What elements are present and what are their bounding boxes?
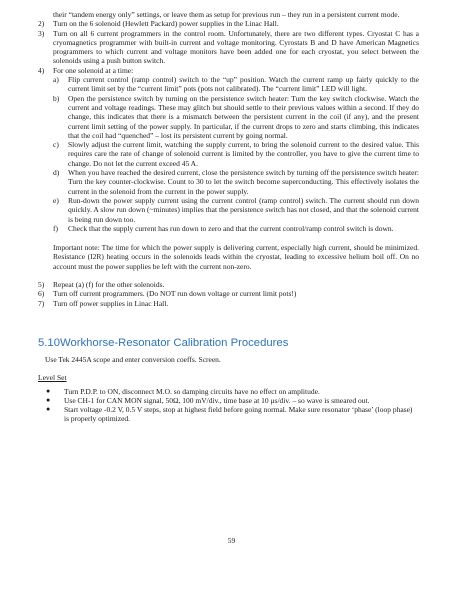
step-3: 3) Turn on all 6 current programmers in the control room. Unfortunately, there are two different types. Cryostat C has a cryomagnetics programmer with built-in current and voltage monitoring. Cyrostats B and D have American Magnetics programmers to which current and voltage monitors have been added one for each cryostat, you select between the solenoids using a push button switch. — [38, 28, 419, 66]
bullet-icon: ● — [46, 405, 51, 414]
substep-c: c) Slowly adjust the current limit, watching the supply current, to bring the solenoid current to the desired value. This requires care the rate of change of solenoid current is limited by the controller, you have to give the current time to change. Do not let the current exceed 45 A. — [53, 140, 419, 168]
step-6: 6) Turn off current programmers. (Do NOT run down voltage or current limit pots!) — [38, 289, 297, 299]
use-scope-line: Use Tek 2445A scope and enter conversion coeffs. Screen. — [45, 354, 221, 364]
section-title: Workhorse-Resonator Calibration Procedures — [60, 336, 289, 349]
important-note: Important note: The time for which the power supply is delivering current, especially high current, should be minimized. Resistance (I2R) heating occurs in the solenoids leads within the cryostat, leading to excessive helium boil off. On no account must the power supplies be left with the current non-zero. — [53, 243, 419, 271]
bullet-icon: ● — [46, 395, 51, 404]
step-4: 4) For one solenoid at a time: — [38, 65, 134, 75]
substep-e: e) Run-down the power supply current using the current control (ramp control) switch. The current should run down quickly. A slow run down (~minutes) implies that the persistence switch has not closed, and that the solenoid current is being run down too. — [53, 195, 419, 224]
substep-d: d) When you have reached the desired current, close the persistence switch by turning off the persistence switch heater: Turn the key counter-clockwise. Count to 30 to let the switch become superconducting. This effectively isolates the current in the solenoid from the current in the power supply. — [53, 168, 419, 196]
step-2: 2) Turn on the 6 solenoid (Hewlett Packard) power supplies in the Linac Hall. — [38, 19, 279, 29]
document-body — [38, 10, 419, 424]
substep-a: a) Flip current control (ramp control) switch to the “up” position. Watch the current ramp up fairly quickly to the current limit set by the “current limit” pots (pots not calibrated). The “current limit” LED will light. — [53, 75, 419, 94]
step-7: 7) Turn off power supplies in Linac Hall. — [38, 298, 169, 308]
list-item: ● Use CH-1 for CAN MON signal, 50Ω, 100 mV/div., time base at 10 μs/div. – so wave is smeared out. — [46, 395, 370, 405]
step-5: 5) Repeat (a) (f) for the other solenoids. — [38, 280, 165, 290]
substep-f: f) Check that the supply current has run down to zero and that the current control/ramp control switch is down. — [53, 223, 394, 233]
section-number: 5.10 — [38, 336, 60, 349]
level-set-list — [46, 387, 419, 424]
substep-b: b) Open the persistence switch by turning on the persistence switch heater: Turn the key switch clockwise. Watch the current and voltage readings. These may glitch but should settle to their previous values within a second. If they do change, this indicates that there is a mismatch between the persistent current in the coil (if any), and the present current limit setting of the power supply. In particular, if the current drops to zero and starts climbing, this indicates that the coil had “quenched” – lost its persistent current by going normal. — [53, 93, 419, 140]
section-heading — [38, 336, 419, 350]
intro-continuation: their “tandem energy only” settings, or leave them as setup for previous run – they run in a persistent current mode. — [53, 10, 400, 19]
page-number: 59 — [227, 536, 236, 545]
bullet-icon: ● — [46, 386, 51, 395]
list-item: ● Start voltage -0.2 V, 0.5 V steps, stop at highest field before going normal. Make sure resonator ‘phase’ (loop phase) is properly optimized. — [46, 405, 413, 424]
level-set-heading: Level Set — [38, 373, 67, 383]
list-item: ● Turn P.D.P. to ON, disconnect M.O. so damping circuits have no effect on amplitude. — [46, 386, 320, 396]
